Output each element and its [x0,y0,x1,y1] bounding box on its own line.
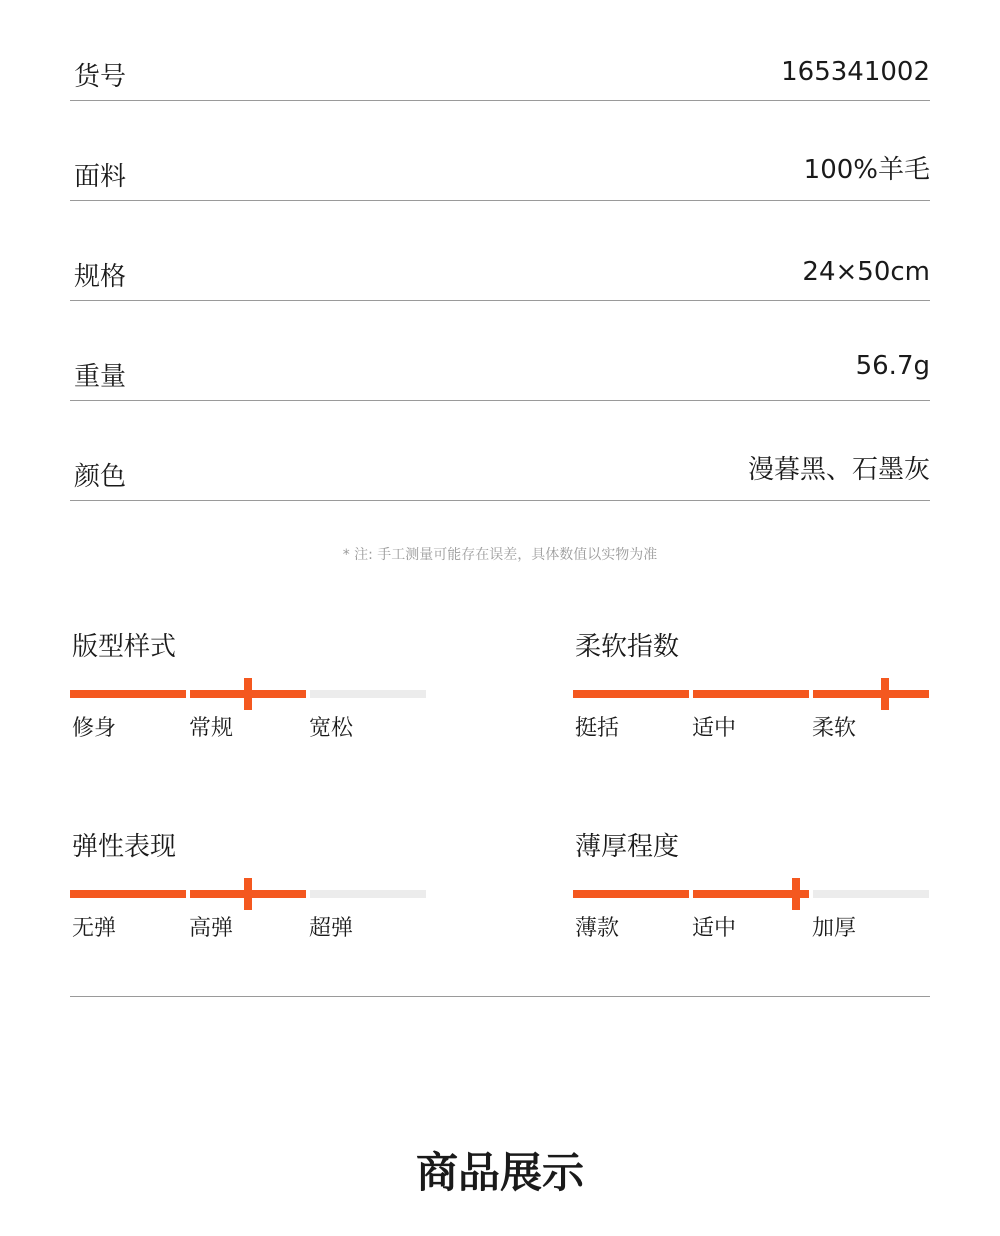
spec-value: 56.7g [855,351,930,381]
spec-row-fabric [70,155,930,201]
meter-segment [813,690,929,698]
meter-label-high: 柔软 [812,716,857,741]
spec-row-size [70,257,930,301]
spec-label: 货号 [74,62,127,92]
meter-labels [573,714,929,744]
meter-track [573,890,929,898]
meter-labels [70,714,426,744]
meter-label-mid: 适中 [692,716,737,741]
spec-value: 漫暮黑、石墨灰 [747,455,930,485]
spec-value: 100%羊毛 [803,155,930,185]
meter-labels [573,914,929,944]
meter-segment [310,890,426,898]
meter-track [573,690,929,698]
meter-label-mid: 常规 [189,716,234,741]
spec-row-item-number [70,57,930,101]
meter-segment [573,890,689,898]
meter-label-mid: 高弹 [189,916,234,941]
meter-label-high: 宽松 [309,716,354,741]
meter-label-low: 无弹 [72,916,117,941]
section-title-product-display: 商品展示 [415,1148,584,1197]
meter-label-low: 挺括 [575,716,620,741]
meter-marker [244,678,252,710]
meter-marker [881,678,889,710]
spec-label: 面料 [74,162,127,192]
meter-segment [310,690,426,698]
meter-title: 薄厚程度 [575,832,680,862]
meter-marker [792,878,800,910]
meter-label-low: 修身 [72,716,117,741]
spec-label: 颜色 [74,462,127,492]
spec-value: 24×50cm [802,257,930,287]
meter-segment [70,890,186,898]
meter-labels [70,914,426,944]
meter-marker [244,878,252,910]
spec-label: 规格 [74,262,127,292]
meter-track [70,890,426,898]
meter-title: 柔软指数 [575,632,680,662]
meter-label-low: 薄款 [575,916,620,941]
meter-label-mid: 适中 [692,916,737,941]
meter-title: 版型样式 [72,632,177,662]
meter-track [70,690,426,698]
spec-label: 重量 [74,362,127,392]
spec-value: 165341002 [781,57,930,87]
measurement-note: * 注: 手工测量可能存在误差，具体数值以实物为准 [342,547,658,563]
meter-label-high: 超弹 [309,916,354,941]
meter-title: 弹性表现 [72,832,177,862]
section-divider [70,996,930,997]
spec-row-color [70,455,930,501]
meter-label-high: 加厚 [812,916,857,941]
spec-row-weight [70,351,930,401]
meter-segment [573,690,689,698]
meter-segment [813,890,929,898]
meter-segment [693,690,809,698]
meter-segment [70,690,186,698]
